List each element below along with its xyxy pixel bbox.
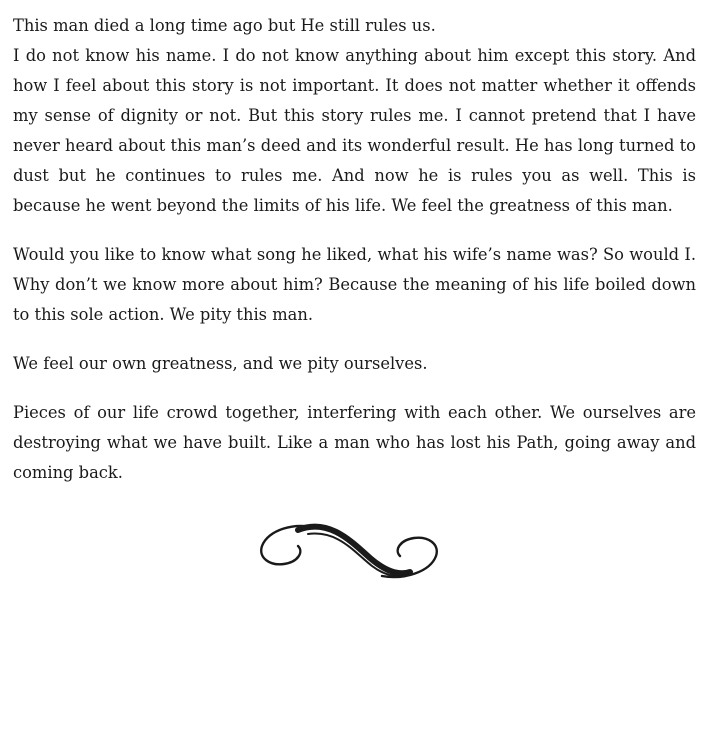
flourish-divider-icon bbox=[258, 520, 440, 582]
paragraph-questions: Would you like to know what song he liked, what his wife’s name was? So would I. Why don’t we know more about him? Because the meaning of his life boiled down to this sole action. We pity this man. bbox=[13, 245, 696, 324]
paragraph-pieces-of-life: Pieces of our life crowd together, interfering with each other. We ourselves are destroying what we have built. Like a man who has lost his Path, going away and coming back. bbox=[13, 403, 696, 482]
document-body bbox=[13, 11, 696, 507]
paragraph-story: I do not know his name. I do not know anything about him except this story. And how I feel about this story is not important. It does not matter whether it offends my sense of dignity or not. But this story rules me. I cannot pretend that I have never heard about this man’s deed and its wonderful result. He has long turned to dust but he continues to rules me. And now he is rules you as well. This is because he went beyond the limits of his life. We feel the greatness of this man. bbox=[13, 46, 696, 215]
paragraph-greatness: We feel our own greatness, and we pity ourselves. bbox=[13, 354, 428, 373]
paragraph-opening-line: This man died a long time ago but He still rules us. bbox=[13, 16, 436, 35]
